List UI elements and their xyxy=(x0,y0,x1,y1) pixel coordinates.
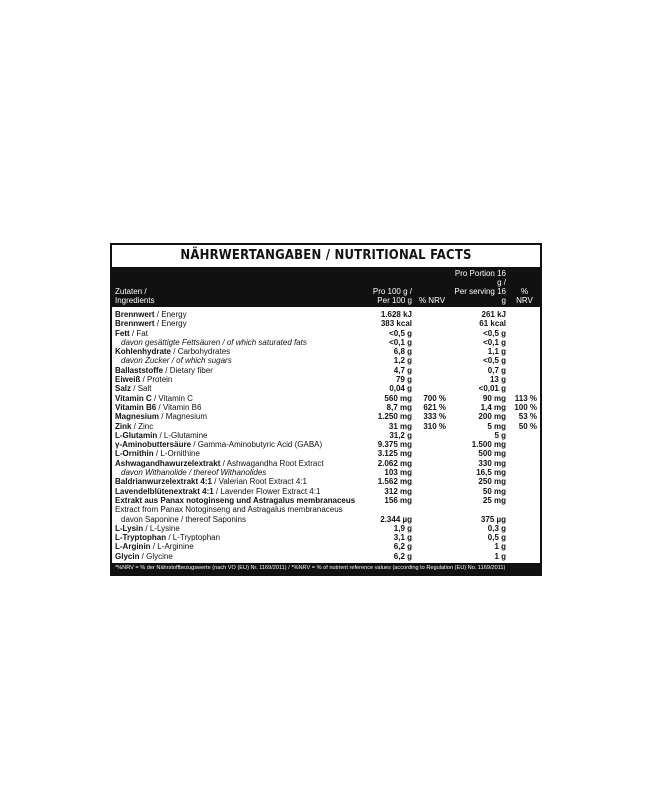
nrv-per-serving xyxy=(509,449,540,458)
nrv-per-100g xyxy=(415,366,449,375)
ingredient-name-de: γ-Aminobuttersäure xyxy=(115,440,192,450)
table-row xyxy=(112,375,540,384)
value-per-100g: <0,5 g xyxy=(389,328,412,338)
nrv-per-100g xyxy=(415,307,449,319)
table-row xyxy=(112,422,540,431)
value-per-serving: 500 mg xyxy=(478,449,506,459)
value-per-serving: 0,7 g xyxy=(487,365,506,375)
nrv-per-100g xyxy=(415,487,449,496)
name-separator: / xyxy=(163,365,170,375)
ingredient-name-de: L-Lysin xyxy=(115,523,144,533)
nrv-per-serving xyxy=(509,505,540,514)
name-separator: / xyxy=(150,542,158,552)
name-separator: / xyxy=(220,337,227,347)
name-separator: / xyxy=(186,468,194,478)
nrv-per-100g xyxy=(415,356,449,365)
ingredient-name-en: of which sugars xyxy=(176,356,232,366)
ingredient-name xyxy=(112,449,364,458)
ingredient-name-en: thereof Withanolides xyxy=(193,468,267,478)
table-row xyxy=(112,524,540,533)
nrv-per-serving xyxy=(509,375,540,384)
name-separator: / xyxy=(131,384,138,394)
value-per-100g: 6,2 g xyxy=(393,542,412,552)
nrv-per-100g xyxy=(415,533,449,542)
name-separator: / xyxy=(220,458,227,468)
value-per-100g: 312 mg xyxy=(384,486,412,496)
value-per-100g xyxy=(364,505,415,514)
name-separator: / xyxy=(213,486,221,496)
ingredient-name-en: Ashwagandha Root Extract xyxy=(226,458,324,468)
table-row xyxy=(112,440,540,449)
ingredient-name-en: L-Glutamine xyxy=(163,430,208,440)
value-per-serving: 1,1 g xyxy=(487,347,506,357)
table-row xyxy=(112,505,540,514)
value-per-serving: 0,3 g xyxy=(487,523,506,533)
nrv-per-serving xyxy=(509,524,540,533)
value-per-serving: 61 kcal xyxy=(479,319,506,329)
value-per-100g: 1.250 mg xyxy=(377,412,412,422)
nrv-per-100g xyxy=(415,449,449,458)
table-row xyxy=(112,431,540,440)
ingredient-name-de: L-Glutamin xyxy=(115,430,158,440)
nrv-per-serving xyxy=(509,347,540,356)
value-per-100g: 1.628 kJ xyxy=(380,310,412,319)
ingredient-name-de: Brennwert xyxy=(115,310,155,319)
ingredient-name-de: Brennwert xyxy=(115,319,155,329)
ingredient-name-en: of which saturated fats xyxy=(226,337,307,347)
nrv-per-100g xyxy=(415,505,449,514)
value-per-serving: <0,01 g xyxy=(478,384,506,394)
ingredient-name xyxy=(112,496,364,505)
ingredient-name xyxy=(112,552,364,563)
ingredient-name-de: Lavendelblütenextrakt 4:1 xyxy=(115,486,214,496)
ingredient-name-en: Valerian Root Extract 4:1 xyxy=(218,477,307,487)
value-per-serving: <0,5 g xyxy=(483,356,506,366)
nrv-per-serving xyxy=(509,440,540,449)
nrv-per-serving: 50 % xyxy=(518,421,537,431)
nrv-per-100g xyxy=(415,459,449,468)
nrv-per-100g: 333 % xyxy=(423,412,446,422)
ingredient-name-en: Lavender Flower Extract 4:1 xyxy=(220,486,321,496)
table-row xyxy=(112,356,540,365)
name-separator: / xyxy=(169,356,177,366)
value-per-serving: 5 g xyxy=(494,430,506,440)
table-row xyxy=(112,468,540,477)
header-per-100g-en: Per 100 g xyxy=(377,296,412,305)
table-row xyxy=(112,329,540,338)
nrv-per-serving xyxy=(509,431,540,440)
ingredient-name xyxy=(112,440,364,449)
ingredient-name-de: Kohlenhydrate xyxy=(115,347,172,357)
nrv-per-100g: 621 % xyxy=(423,402,446,412)
ingredient-name xyxy=(112,412,364,421)
value-per-100g: 1,2 g xyxy=(393,356,412,366)
value-per-100g: 3.125 mg xyxy=(377,449,412,459)
ingredient-name-en: L-Arginine xyxy=(157,542,194,552)
table-row xyxy=(112,552,540,563)
ingredient-name-en: thereof Saponins xyxy=(185,514,246,524)
nrv-per-serving xyxy=(509,552,540,563)
ingredient-name-en: Vitamin C xyxy=(158,393,193,403)
ingredient-name xyxy=(112,431,364,440)
ingredient-name-en: Dietary fiber xyxy=(169,365,213,375)
name-separator: / xyxy=(143,523,150,533)
ingredient-name-en: Magnesium xyxy=(165,412,208,422)
ingredient-name-en: L-Tryptophan xyxy=(172,533,221,543)
value-per-100g: 1.562 mg xyxy=(377,477,412,487)
ingredient-name-en: Protein xyxy=(147,375,173,385)
ingredient-name-en: Glycine xyxy=(146,551,173,561)
name-separator: / xyxy=(139,551,147,561)
value-per-serving: 13 g xyxy=(489,375,506,385)
value-per-serving: 16,5 mg xyxy=(476,468,506,478)
header-per-serving-en: Per serving 16 g xyxy=(454,287,506,305)
ingredient-name xyxy=(112,468,364,477)
table-body xyxy=(112,307,540,563)
table-row xyxy=(112,515,540,524)
nrv-per-serving xyxy=(509,468,540,477)
ingredient-name-de: davon Withanolide xyxy=(121,468,187,478)
value-per-100g: 6,2 g xyxy=(393,551,412,561)
nrv-per-100g xyxy=(415,329,449,338)
ingredient-name xyxy=(112,524,364,533)
nrv-per-serving xyxy=(509,338,540,347)
ingredient-name-de: davon Zucker xyxy=(121,356,170,366)
table-row xyxy=(112,384,540,393)
value-per-serving: 261 kJ xyxy=(481,310,506,319)
nrv-per-serving xyxy=(509,515,540,524)
nutrition-table xyxy=(112,267,540,563)
ingredient-name xyxy=(112,505,364,514)
ingredient-name xyxy=(112,307,364,319)
nrv-per-100g xyxy=(415,431,449,440)
nrv-per-serving xyxy=(509,329,540,338)
value-per-serving: 50 mg xyxy=(482,486,506,496)
name-separator: / xyxy=(166,533,173,543)
value-per-100g: 4,7 g xyxy=(393,365,412,375)
ingredient-name xyxy=(112,422,364,431)
ingredient-name-de: L-Tryptophan xyxy=(115,533,167,543)
value-per-100g: 103 mg xyxy=(384,468,412,478)
value-per-100g: 560 mg xyxy=(384,393,412,403)
nrv-per-100g xyxy=(415,552,449,563)
value-per-serving: 330 mg xyxy=(478,458,506,468)
nrv-per-serving: 100 % xyxy=(514,402,537,412)
ingredient-name-de: Salz xyxy=(115,384,132,394)
value-per-serving: 1 g xyxy=(494,542,506,552)
value-per-serving: 1,4 mg xyxy=(480,402,506,412)
value-per-serving: 25 mg xyxy=(482,495,506,505)
nrv-per-100g xyxy=(415,347,449,356)
nrv-per-serving xyxy=(509,496,540,505)
ingredient-name xyxy=(112,403,364,412)
nrv-per-100g: 700 % xyxy=(423,393,446,403)
nrv-per-100g xyxy=(415,384,449,393)
header-nrv-100g: % NRV xyxy=(415,267,449,307)
name-separator: / xyxy=(159,412,166,422)
ingredient-name-de: Extrakt aus Panax notoginseng und Astragalus membranaceus xyxy=(115,495,356,505)
nrv-per-serving: 113 % xyxy=(514,393,537,403)
header-nrv-serving: % NRV xyxy=(509,267,540,307)
nrv-per-100g xyxy=(415,319,449,328)
name-separator: / xyxy=(171,347,178,357)
table-row xyxy=(112,319,540,328)
value-per-100g: 3,1 g xyxy=(393,533,412,543)
name-separator: / xyxy=(153,449,161,459)
value-per-serving: 5 mg xyxy=(487,421,506,431)
ingredient-name xyxy=(112,347,364,356)
ingredient-name xyxy=(112,459,364,468)
table-row xyxy=(112,542,540,551)
nrv-per-100g xyxy=(415,440,449,449)
table-row xyxy=(112,487,540,496)
ingredient-name-de: L-Ornithin xyxy=(115,449,154,459)
name-separator: / xyxy=(140,375,148,385)
ingredient-name-en: Carbohydrates xyxy=(177,347,231,357)
nrv-per-serving xyxy=(509,477,540,486)
ingredient-name xyxy=(112,319,364,328)
table-row xyxy=(112,338,540,347)
ingredient-name-de: Vitamin C xyxy=(115,393,152,403)
table-row xyxy=(112,496,540,505)
ingredient-name xyxy=(112,384,364,393)
nrv-per-100g xyxy=(415,515,449,524)
name-separator: / xyxy=(191,440,198,450)
nrv-per-100g xyxy=(415,338,449,347)
value-per-100g: 6,8 g xyxy=(393,347,412,357)
ingredient-name xyxy=(112,375,364,384)
value-per-serving: 0,5 g xyxy=(487,533,506,543)
name-separator: / xyxy=(211,477,219,487)
header-per-100g-de: Pro 100 g / xyxy=(372,287,412,296)
ingredient-name xyxy=(112,477,364,486)
ingredient-name-de: Ashwagandhawurzelextrakt xyxy=(115,458,221,468)
ingredient-name-de: Eiweiß xyxy=(115,375,141,385)
value-per-100g: 8,7 mg xyxy=(386,402,412,412)
ingredient-name-en: L-Ornithine xyxy=(160,449,200,459)
ingredient-name-de: Fett xyxy=(115,328,130,338)
value-per-serving: 1.500 mg xyxy=(471,440,506,450)
value-per-100g: 31,2 g xyxy=(389,430,412,440)
name-separator: / xyxy=(154,319,162,329)
table-row xyxy=(112,459,540,468)
name-separator: / xyxy=(131,421,139,431)
value-per-100g: 156 mg xyxy=(384,495,412,505)
ingredient-name-de: L-Arginin xyxy=(115,542,151,552)
ingredient-name-de: Magnesium xyxy=(115,412,160,422)
ingredient-name xyxy=(112,338,364,347)
nrv-per-100g xyxy=(415,375,449,384)
header-ingredients-de: Zutaten / xyxy=(115,287,147,296)
table-row xyxy=(112,412,540,421)
ingredient-name xyxy=(112,366,364,375)
value-per-100g: <0,1 g xyxy=(389,337,412,347)
value-per-100g: 9.375 mg xyxy=(377,440,412,450)
table-row xyxy=(112,307,540,319)
nrv-per-100g xyxy=(415,477,449,486)
value-per-serving xyxy=(449,505,509,514)
table-row xyxy=(112,366,540,375)
nrv-per-100g xyxy=(415,542,449,551)
ingredient-name-en: Energy xyxy=(161,310,187,319)
nrv-per-100g xyxy=(415,524,449,533)
value-per-100g: 2.344 µg xyxy=(380,514,412,524)
value-per-serving: 375 µg xyxy=(480,514,506,524)
ingredient-name-de: Ballaststoffe xyxy=(115,365,164,375)
ingredient-name-de: Zink xyxy=(115,421,132,431)
value-per-serving: 1 g xyxy=(494,551,506,561)
nrv-per-100g: 310 % xyxy=(423,421,446,431)
table-row xyxy=(112,449,540,458)
label-title: NÄHRWERTANGABEN / NUTRITIONAL FACTS xyxy=(180,248,472,263)
table-header xyxy=(112,267,540,307)
ingredient-name xyxy=(112,394,364,403)
value-per-100g: 79 g xyxy=(395,375,412,385)
table-row xyxy=(112,394,540,403)
nrv-per-serving xyxy=(509,356,540,365)
value-per-100g: 1,9 g xyxy=(393,523,412,533)
value-per-serving: 200 mg xyxy=(478,412,506,422)
ingredient-name-en: Zinc xyxy=(138,421,154,431)
ingredient-name-de: davon Saponine xyxy=(121,514,179,524)
value-per-100g: 2.062 mg xyxy=(377,458,412,468)
name-separator: / xyxy=(154,310,162,319)
table-row xyxy=(112,347,540,356)
header-ingredients-en: Ingredients xyxy=(115,296,155,305)
value-per-100g: 31 mg xyxy=(388,421,412,431)
value-per-serving: 250 mg xyxy=(478,477,506,487)
name-separator: / xyxy=(157,430,164,440)
ingredient-name-en: Extract from Panax Notoginseng and Astragalus membranaceus xyxy=(115,505,343,515)
nrv-per-serving xyxy=(509,487,540,496)
ingredient-name-de: Vitamin B6 xyxy=(115,402,157,412)
nrv-per-serving xyxy=(509,384,540,393)
ingredient-name xyxy=(112,533,364,542)
header-per-serving xyxy=(449,267,509,307)
value-per-serving: <0,5 g xyxy=(483,328,506,338)
nrv-per-100g xyxy=(415,496,449,505)
ingredient-name-en: Gamma-Aminobutyric Acid (GABA) xyxy=(197,440,323,450)
nutrition-facts-label xyxy=(110,243,542,576)
ingredient-name-en: Vitamin B6 xyxy=(162,402,202,412)
ingredient-name xyxy=(112,487,364,496)
table-row xyxy=(112,403,540,412)
name-separator: / xyxy=(156,402,163,412)
ingredient-name-en: Energy xyxy=(161,319,187,329)
ingredient-name-en: Salt xyxy=(137,384,152,394)
name-separator: / xyxy=(178,514,186,524)
table-row xyxy=(112,477,540,486)
ingredient-name-en: L-Lysine xyxy=(149,523,180,533)
ingredient-name-en: Fat xyxy=(136,328,148,338)
header-per-100g xyxy=(364,267,415,307)
ingredient-name xyxy=(112,515,364,524)
ingredient-name xyxy=(112,329,364,338)
nrv-per-serving xyxy=(509,307,540,319)
nrv-per-serving xyxy=(509,459,540,468)
table-row xyxy=(112,533,540,542)
header-per-serving-de: Pro Portion 16 g / xyxy=(454,269,506,287)
ingredient-name-de: Baldrianwurzelextrakt 4:1 xyxy=(115,477,212,487)
value-per-100g: 0,04 g xyxy=(389,384,412,394)
nrv-per-serving xyxy=(509,319,540,328)
nrv-per-100g xyxy=(415,468,449,477)
ingredient-name-de: Glycin xyxy=(115,551,140,561)
ingredient-name xyxy=(112,356,364,365)
name-separator: / xyxy=(151,393,159,403)
value-per-serving: <0,1 g xyxy=(483,337,506,347)
value-per-serving: 90 mg xyxy=(482,393,506,403)
nrv-per-serving xyxy=(509,542,540,551)
footnote: *%NRV = % der Nährstoffbezugswerte (nach VO (EU) Nr. 1169/2011) / *%NRV = % of nutrient reference values (according to Regulation (EU) No. 1169/2011) xyxy=(112,563,540,574)
header-ingredients xyxy=(112,267,364,307)
nrv-per-serving: 53 % xyxy=(518,412,537,422)
ingredient-name-de: davon gesättigte Fettsäuren xyxy=(121,337,221,347)
nrv-per-serving xyxy=(509,366,540,375)
ingredient-name xyxy=(112,542,364,551)
name-separator: / xyxy=(129,328,137,338)
nrv-per-serving xyxy=(509,533,540,542)
value-per-100g: 383 kcal xyxy=(380,319,412,329)
